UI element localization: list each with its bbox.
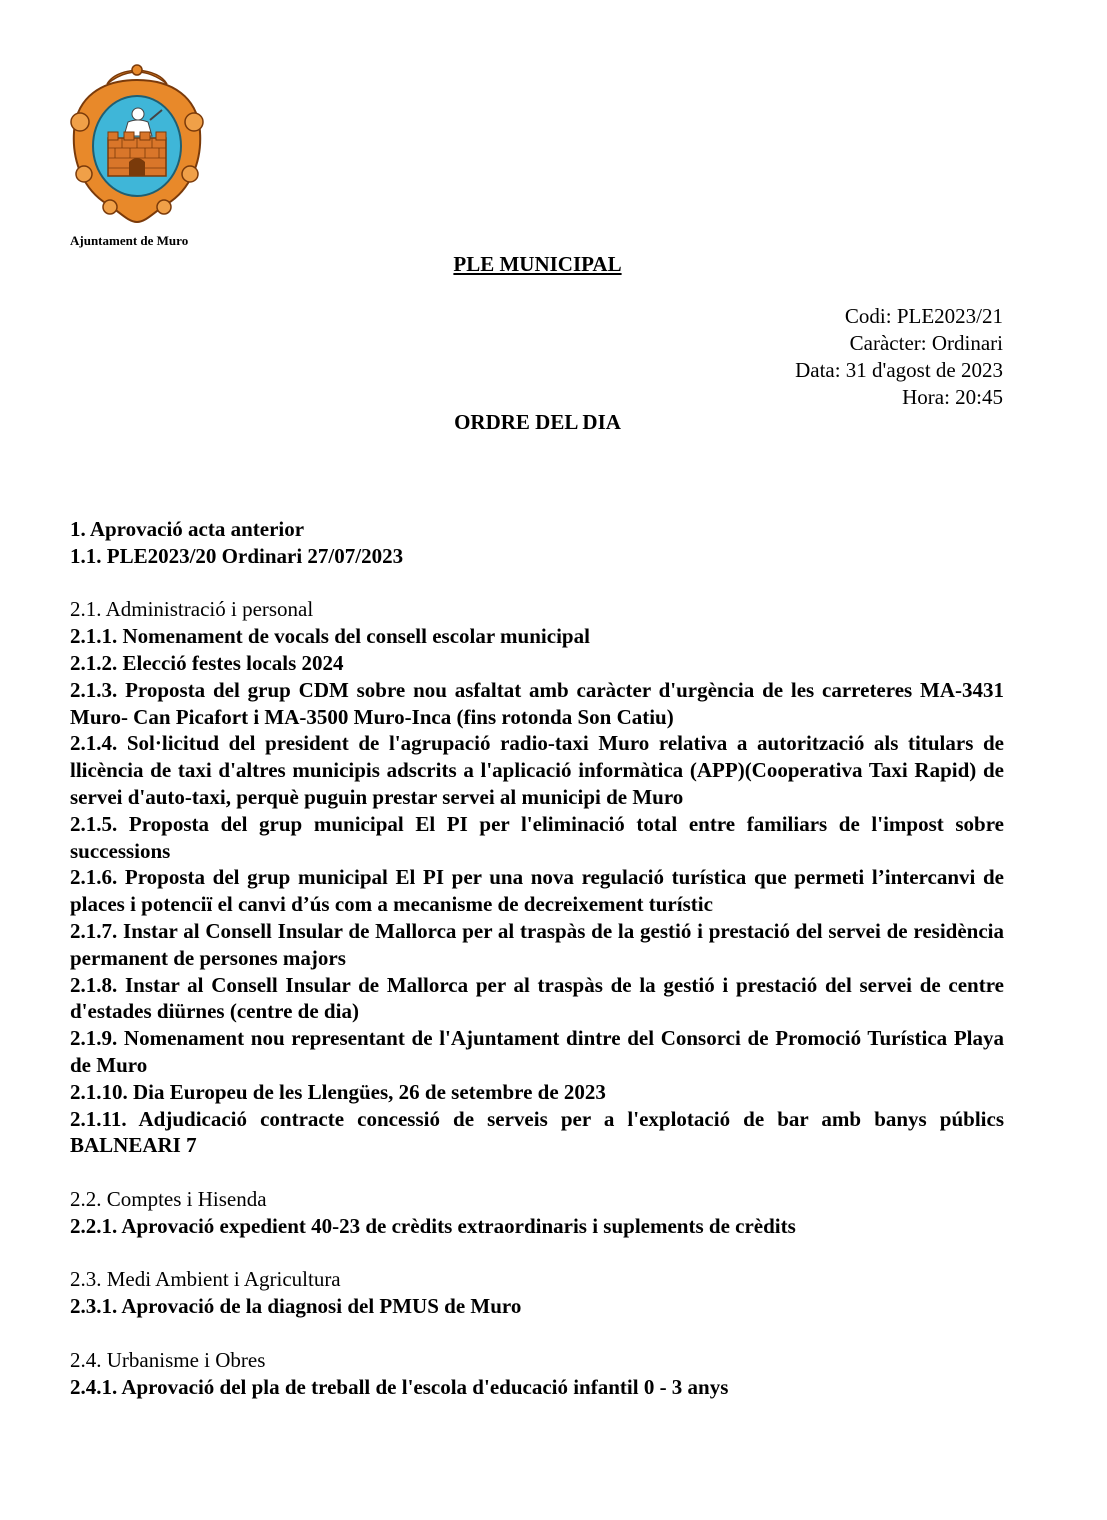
agenda-item: 2.1.11. Adjudicació contracte concessió de serveis per a l'explotació de bar amb banys públics BALNEARI 7: [70, 1106, 1004, 1158]
agenda-item: 2.4.1. Aprovació del pla de treball de l'escola d'educació infantil 0 - 3 anys: [70, 1374, 729, 1399]
spacer: [70, 1240, 1004, 1267]
agenda-item: 2.1.8. Instar al Consell Insular de Mallorca per al traspàs de la gestió i prestació del servei de centre d'estades diürnes (centre de dia): [70, 972, 1004, 1024]
agenda-item: 2.1.2. Elecció festes locals 2024: [70, 650, 344, 675]
meeting-date: Data: 31 d'agost de 2023: [795, 358, 1003, 382]
spacer: [70, 570, 1004, 597]
agenda-section-heading: 2.3. Medi Ambient i Agricultura: [70, 1267, 341, 1292]
logo-caption: Ajuntament de Muro: [70, 233, 189, 248]
agenda-item: 1.1. PLE2023/20 Ordinari 27/07/2023: [70, 543, 404, 568]
agenda-list: [70, 516, 1004, 1400]
agenda-item: 2.1.5. Proposta del grup municipal El PI per l'eliminació total entre familiars de l'impost sobre successions: [70, 811, 1004, 863]
agenda-section-heading: 2.4. Urbanisme i Obres: [70, 1347, 266, 1372]
agenda-section-heading: 2.1. Administració i personal: [70, 597, 314, 622]
agenda-item: 2.2.1. Aprovació expedient 40-23 de crèdits extraordinaris i suplements de crèdits: [70, 1213, 796, 1238]
spacer: [70, 1159, 1004, 1186]
agenda-item: 2.1.3. Proposta del grup CDM sobre nou asfaltat amb caràcter d'urgència de les carreteres MA-3431 Muro- Can Picafort i MA-3500 Muro-Inca (fins rotonda Son Catiu): [70, 677, 1004, 729]
agenda-item: 2.1.10. Dia Europeu de les Llengües, 26 de setembre de 2023: [70, 1079, 606, 1104]
agenda-item: 2.1.7. Instar al Consell Insular de Mallorca per al traspàs de la gestió i prestació del servei de residència permanent de persones majors: [70, 918, 1004, 970]
spacer: [70, 1320, 1004, 1347]
agenda-item: 2.1.6. Proposta del grup municipal El PI per una nova regulació turística que permeti l’intercanvi de places i potenciï el canvi d’ús com a mecanisme de decreixement turístic: [70, 865, 1004, 917]
agenda-item: 2.1.9. Nomenament nou representant de l'Ajuntament dintre del Consorci de Promoció Turística Playa de Muro: [70, 1026, 1004, 1077]
page-title: PLE MUNICIPAL: [453, 252, 622, 276]
meeting-type: Caràcter: Ordinari: [849, 331, 1003, 355]
municipal-coat-of-arms-logo: [62, 62, 212, 224]
meeting-metadata: [795, 303, 1003, 411]
agenda-section-heading: 2.2. Comptes i Hisenda: [70, 1186, 267, 1211]
agenda-item: 2.1.1. Nomenament de vocals del consell escolar municipal: [70, 624, 590, 649]
agenda-item: 2.1.4. Sol·licitud del president de l'agrupació radio-taxi Muro relativa a autorització als titulars de llicència de taxi d'altres municipis adscrits a l'aplicació informàtica (APP)(Cooperativa Taxi Rapid) de servei d'auto-taxi, perquè puguin prestar servei al municipi de Muro: [70, 731, 1004, 809]
agenda-item: 2.3.1. Aprovació de la diagnosi del PMUS de Muro: [70, 1294, 522, 1319]
meeting-time: Hora: 20:45: [902, 385, 1003, 409]
agenda-heading: ORDRE DEL DIA: [454, 410, 621, 434]
agenda-section-heading: 1. Aprovació acta anterior: [70, 517, 305, 541]
meeting-code: Codi: PLE2023/21: [844, 304, 1003, 328]
